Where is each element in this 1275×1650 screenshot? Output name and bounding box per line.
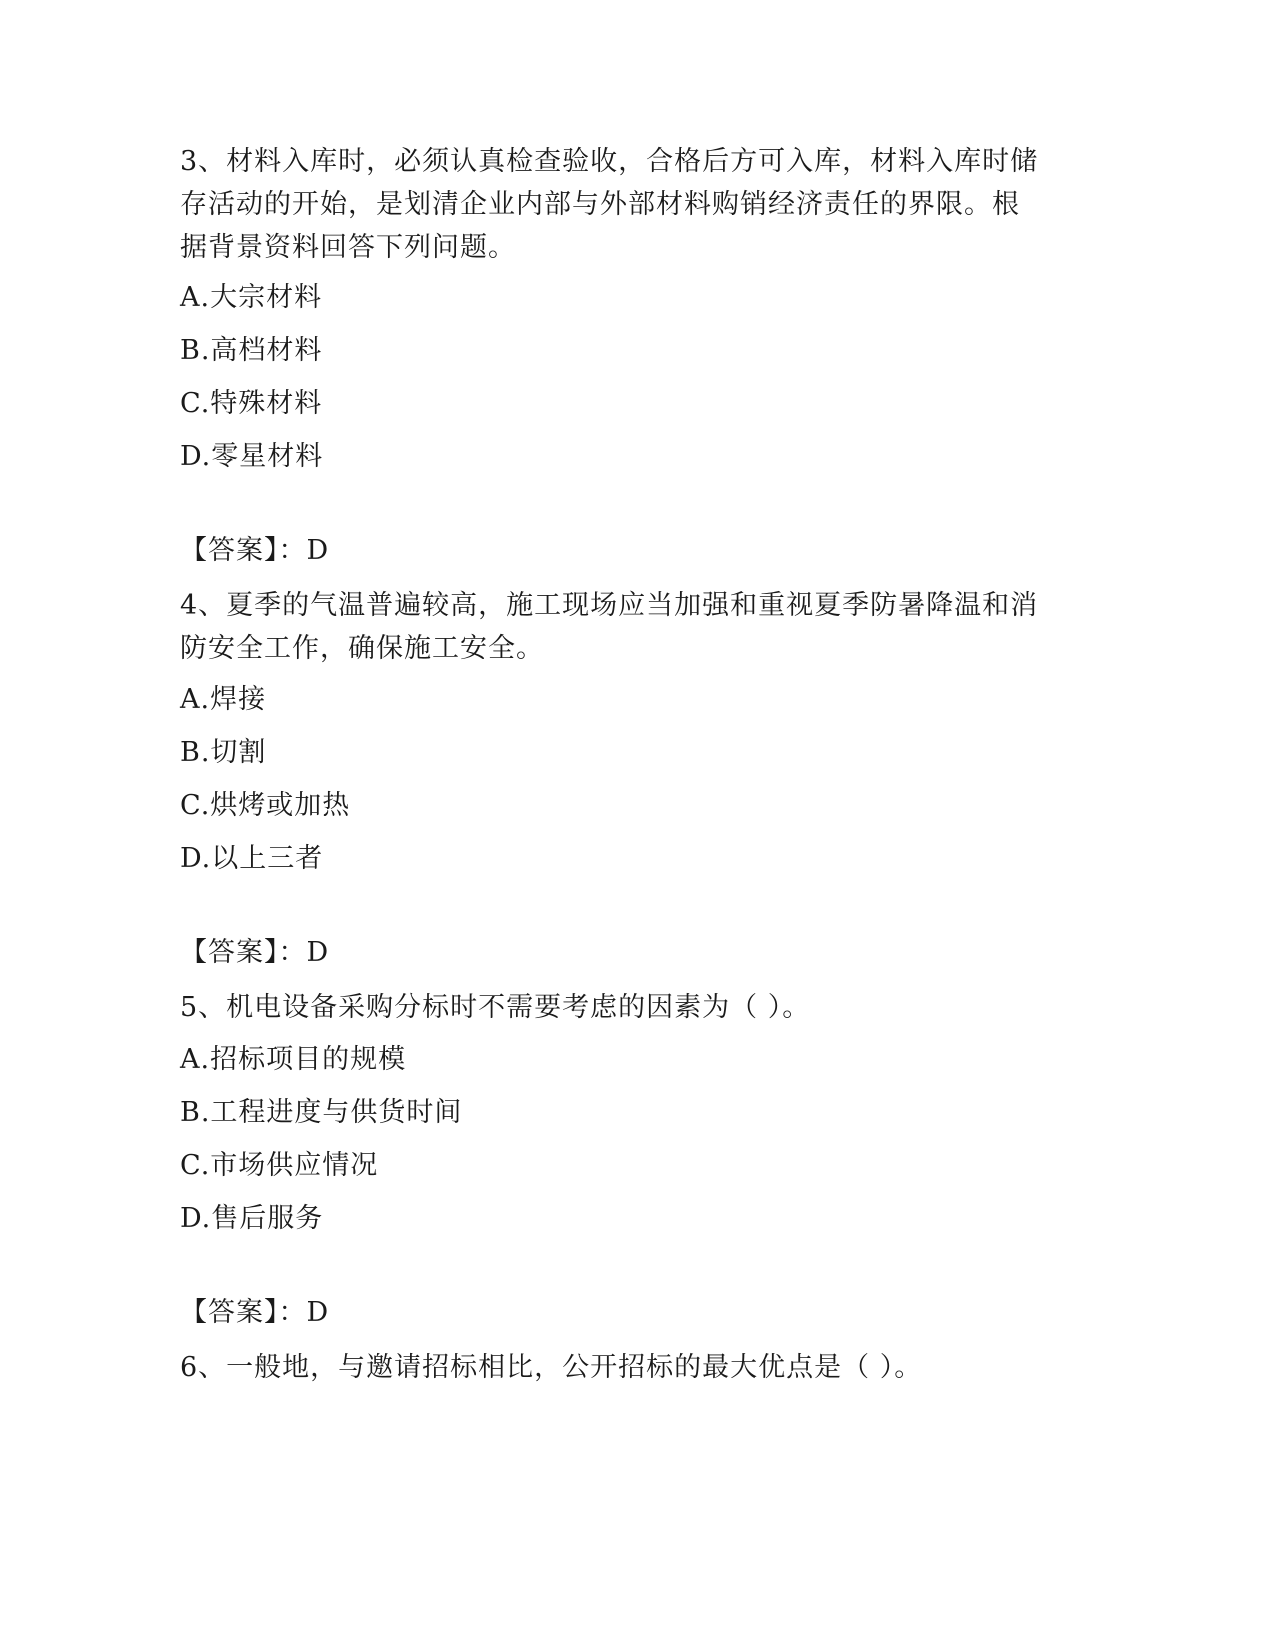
question-6-text: 6、一般地，与邀请招标相比，公开招标的最大优点是（ ）。: [180, 1352, 923, 1383]
question-3-answer: 【答案】：D: [180, 535, 330, 566]
question-3-option-d: D.零星材料: [180, 441, 324, 472]
question-4-answer: 【答案】：D: [180, 937, 330, 968]
question-4-text: 4、夏季的气温普遍较高，施工现场应当加强和重视夏季防暑降温和消防安全工作，确保施工安全。: [180, 590, 1039, 664]
question-4-option-c: C.烘烤或加热: [180, 790, 351, 821]
question-5-option-d: D.售后服务: [180, 1203, 324, 1234]
question-5-option-a: A.招标项目的规模: [180, 1044, 407, 1075]
question-3-text: 3、材料入库时，必须认真检查验收，合格后方可入库，材料入库时储存活动的开始，是划清企业内部与外部材料购销经济责任的界限。根据背景资料回答下列问题。: [180, 146, 1039, 263]
question-4-option-d: D.以上三者: [180, 843, 324, 874]
question-3-option-a: A.大宗材料: [180, 282, 323, 313]
question-5-answer: 【答案】：D: [180, 1297, 330, 1328]
question-5-text: 5、机电设备采购分标时不需要考虑的因素为（ ）。: [180, 992, 811, 1023]
question-3-option-c: C.特殊材料: [180, 388, 323, 419]
question-5-option-c: C.市场供应情况: [180, 1150, 379, 1181]
question-5-option-b: B.工程进度与供货时间: [180, 1097, 463, 1128]
question-3-option-b: B.高档材料: [180, 335, 323, 366]
question-4-option-a: A.焊接: [180, 684, 267, 715]
question-4-option-b: B.切割: [180, 737, 267, 768]
